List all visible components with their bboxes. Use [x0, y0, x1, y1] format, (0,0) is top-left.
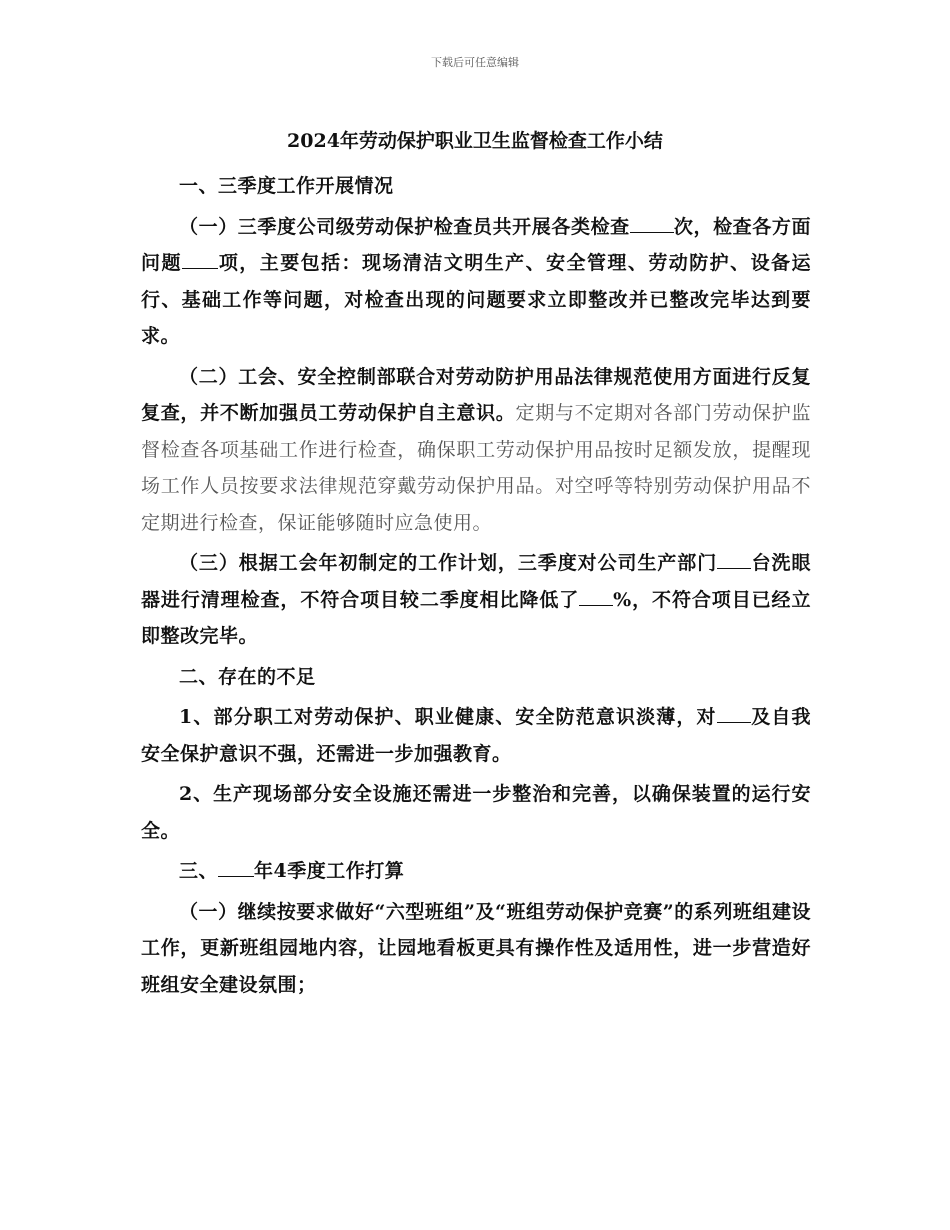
- paragraph-text: （一）三季度公司级劳动保护检查员共开展各类检查: [179, 215, 630, 238]
- paragraph-text: 2、生产现场部分安全设施还需进一步整治和完善，以确保装置的运行安全。: [141, 783, 811, 842]
- section-heading-1: [141, 168, 811, 205]
- paragraph-text: （一）继续按要求做好“六型班组”及“班组劳动保护竞赛”的系列班组建设工作，更新班组园地内容，让园地看板更具有操作性及适用性，进一步营造好班组安全建设氛围；: [141, 900, 811, 996]
- paragraph-text: 台洗眼器进行清理检查，不符合项目较二季度相比降低了: [141, 552, 811, 611]
- paragraph-text: %，不符合项目已经立即整改完毕。: [141, 588, 811, 647]
- heading-text: 年4季度工作打算: [254, 860, 405, 882]
- fill-blank: [579, 589, 613, 606]
- paragraph-text: 次，检查各方面问题: [141, 215, 811, 274]
- heading-text: 二、存在的不足: [179, 665, 316, 688]
- paragraph-text-light: 定期与不定期对各部门劳动保护监督检查各项基础工作进行检查，确保职工劳动保护用品按时足额发放，提醒现场工作人员按要求法律规范穿戴劳动保护用品。对空呼等特别劳动保护用品不定期进行检查，保证能够随时应急使用。: [141, 402, 811, 534]
- heading-text: 三、: [179, 860, 219, 882]
- header-note: 下载后可任意编辑: [431, 56, 519, 69]
- fill-blank: [630, 216, 674, 233]
- paragraph-3-1: [141, 894, 811, 1004]
- paragraph-2-1: [141, 699, 811, 772]
- paragraph-text: （三）根据工会年初制定的工作计划，三季度对公司生产部门: [179, 552, 718, 574]
- paragraph-text: （二）工会、安全控制部联合对劳动防护用品法律规范使用方面进行反复复查，并不断加强员工劳动保护自主意识。: [141, 365, 811, 424]
- heading-text: 一、三季度工作开展情况: [179, 175, 394, 197]
- paragraph-text: 项，主要包括：现场清洁文明生产、安全管理、劳动防护、设备运行、基础工作等问题，对检查出现的问题要求立即整改并已整改完毕达到要求。: [141, 252, 811, 347]
- section-heading-2: [141, 659, 811, 696]
- fill-blank: [218, 860, 254, 877]
- section-heading-3: [141, 853, 811, 890]
- document-body: [141, 168, 811, 1007]
- fill-blank: [182, 252, 218, 269]
- paragraph-1-3: [141, 545, 811, 655]
- paragraph-1-2: [141, 359, 811, 542]
- paragraph-2-2: [141, 776, 811, 849]
- fill-blank: [717, 706, 751, 723]
- document-title: 2024年劳动保护职业卫生监督检查工作小结: [287, 130, 663, 152]
- paragraph-text: 及自我安全保护意识不强，还需进一步加强教育。: [141, 706, 811, 765]
- fill-blank: [717, 552, 751, 569]
- paragraph-text: 1、部分职工对劳动保护、职业健康、安全防范意识淡薄，对: [179, 706, 717, 728]
- paragraph-1-1: [141, 209, 811, 355]
